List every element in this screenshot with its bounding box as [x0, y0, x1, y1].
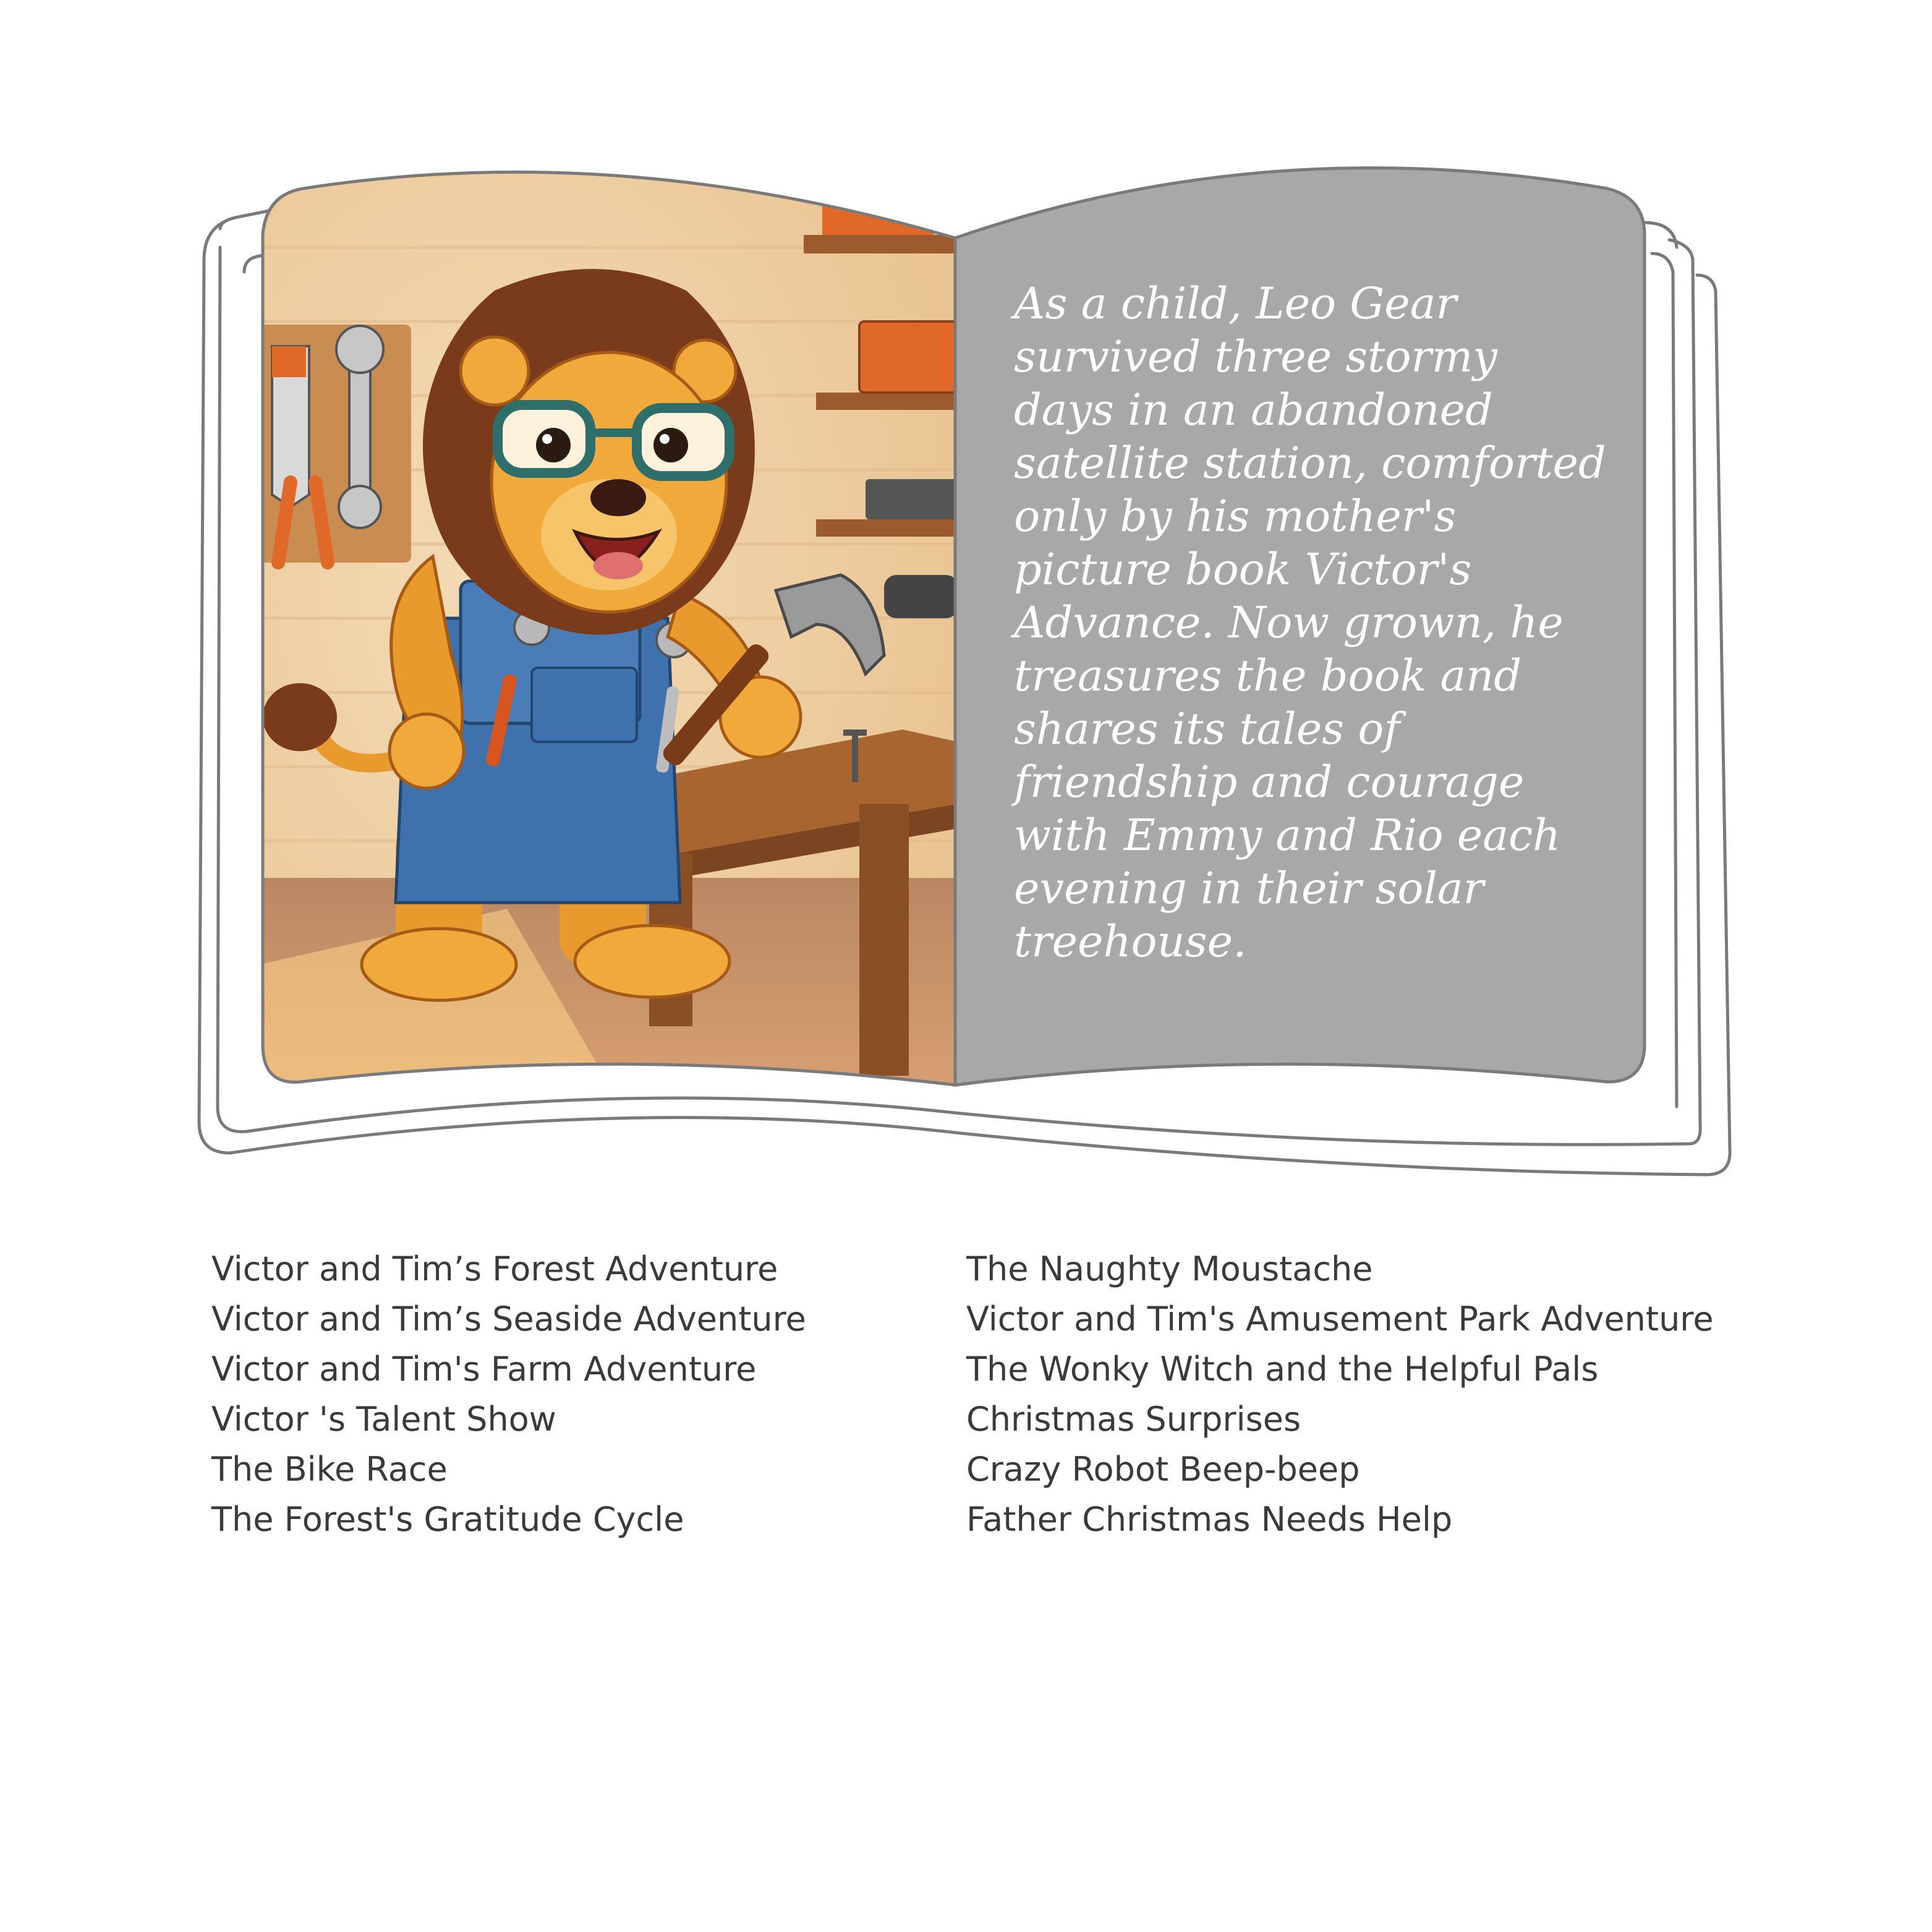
- book-title: The Bike Race: [211, 1450, 448, 1489]
- book-title: The Wonky Witch and the Helpful Pals: [966, 1350, 1599, 1389]
- book-title: The Naughty Moustache: [966, 1249, 1373, 1288]
- book-title: Christmas Surprises: [966, 1400, 1301, 1439]
- book-title: Victor and Tim’s Seaside Adventure: [211, 1300, 806, 1338]
- lion-carpenter-illustration: [260, 136, 958, 1100]
- book-titles-right-column: [966, 1244, 1857, 1544]
- book-title: Victor and Tim’s Forest Adventure: [211, 1249, 778, 1288]
- story-text: As a child, Leo Gear survived three stormy days in an abandoned satellite station, comforted only by his mother's picture book Victor's Advance. Now grown, he treasures the book and shares its tales of friendship and courage with Emmy and Rio each evening in their solar treehouse.: [1014, 278, 1606, 967]
- book-title: Victor and Tim's Amusement Park Adventure: [966, 1300, 1714, 1338]
- book-title: Crazy Robot Beep-beep: [966, 1450, 1360, 1489]
- book-title: Father Christmas Needs Help: [966, 1500, 1453, 1539]
- book-title: The Forest's Gratitude Cycle: [211, 1500, 684, 1539]
- book-title: Victor 's Talent Show: [211, 1400, 556, 1439]
- book-titles-left-column: [211, 1244, 953, 1544]
- book-title: Victor and Tim's Farm Adventure: [211, 1350, 757, 1389]
